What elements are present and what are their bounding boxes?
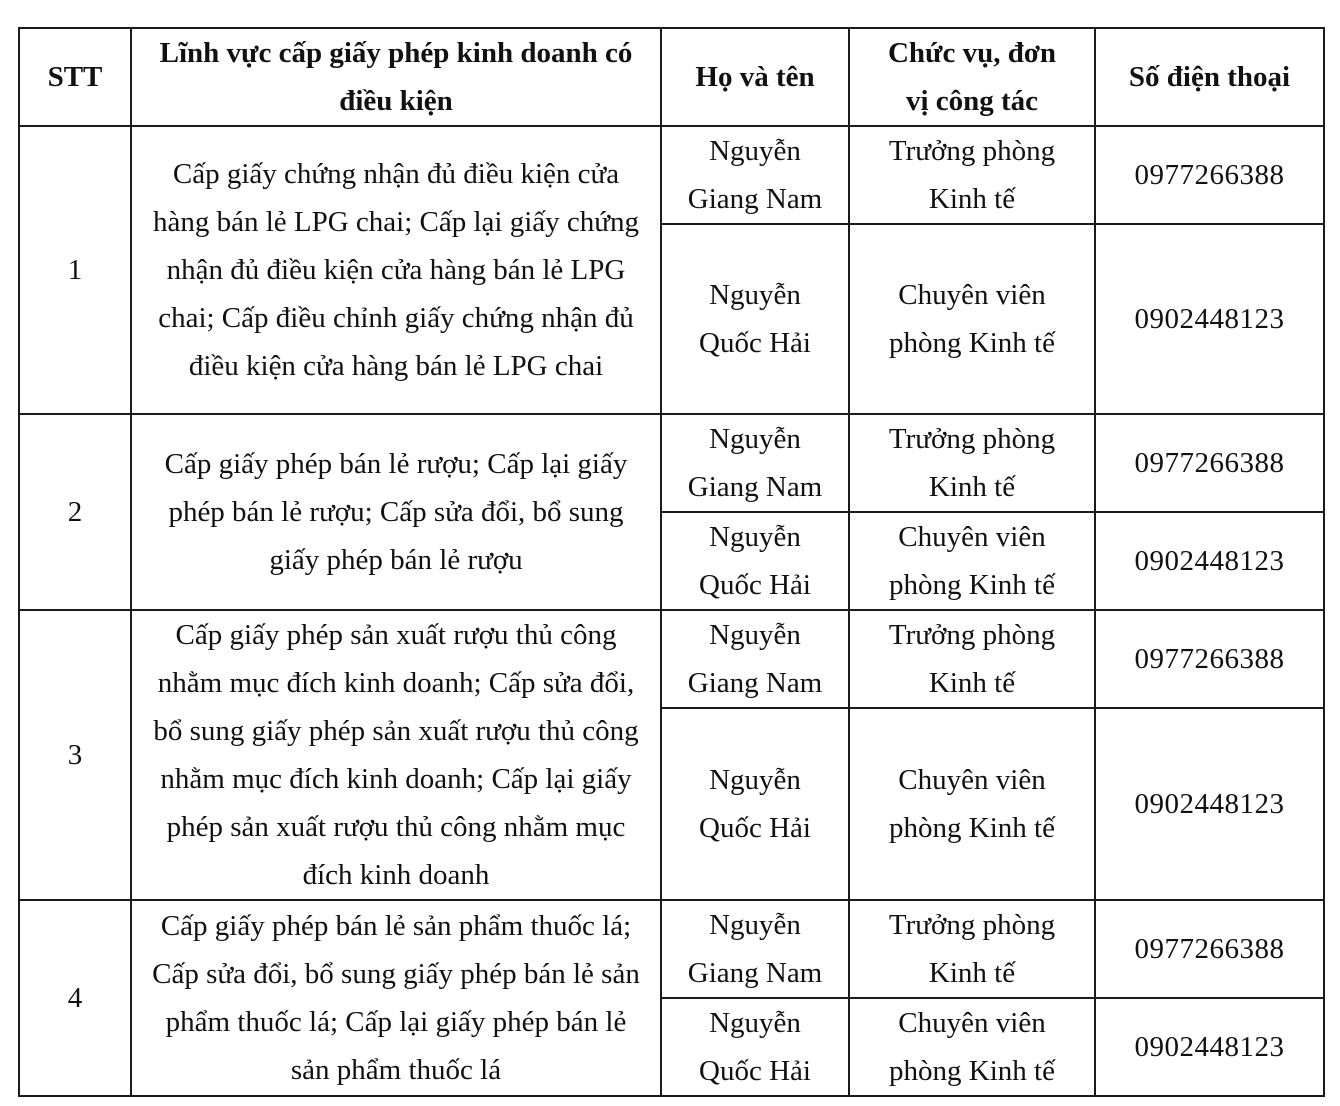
position-cell: Trưởng phòng Kinh tế xyxy=(849,900,1095,998)
phone-cell: 0902448123 xyxy=(1095,224,1324,414)
name-cell: Nguyễn Giang Nam xyxy=(661,610,849,708)
position-cell: Chuyên viên phòng Kinh tế xyxy=(849,512,1095,610)
name-cell: Nguyễn Quốc Hải xyxy=(661,708,849,900)
header-name: Họ và tên xyxy=(661,28,849,126)
field-cell xyxy=(131,900,661,1096)
position-cell: Trưởng phòng Kinh tế xyxy=(849,414,1095,512)
name-cell: Nguyễn Quốc Hải xyxy=(661,998,849,1096)
field-text: Cấp giấy phép bán lẻ rượu; Cấp lại giấy phép bán lẻ rượu; Cấp sửa đổi, bổ sung giấy phép bán lẻ rượu xyxy=(164,448,628,576)
table-row xyxy=(19,414,1324,512)
header-phone: Số điện thoại xyxy=(1095,28,1324,126)
field-text: Cấp giấy phép sản xuất rượu thủ công nhằm mục đích kinh doanh; Cấp sửa đổi, bổ sung giấy phép sản xuất rượu thủ công nhằm mục đích kinh doanh; Cấp lại giấy phép sản xuất rượu thủ công nhằm mục đích kinh doanh xyxy=(153,619,639,891)
phone-cell: 0902448123 xyxy=(1095,998,1324,1096)
position-cell: Chuyên viên phòng Kinh tế xyxy=(849,224,1095,414)
stt-cell: 4 xyxy=(19,900,131,1096)
phone-cell: 0902448123 xyxy=(1095,708,1324,900)
table-row xyxy=(19,900,1324,998)
name-cell: Nguyễn Giang Nam xyxy=(661,900,849,998)
phone-cell: 0902448123 xyxy=(1095,512,1324,610)
phone-cell: 0977266388 xyxy=(1095,900,1324,998)
phone-cell: 0977266388 xyxy=(1095,610,1324,708)
table-header-row xyxy=(19,28,1324,126)
stt-cell: 3 xyxy=(19,610,131,900)
contact-table xyxy=(18,27,1325,1097)
name-cell: Nguyễn Giang Nam xyxy=(661,414,849,512)
field-text: Cấp giấy phép bán lẻ sản phẩm thuốc lá; Cấp sửa đổi, bổ sung giấy phép bán lẻ sản phẩm thuốc lá; Cấp lại giấy phép bán lẻ sản phẩm thuốc lá xyxy=(152,910,640,1086)
header-position: Chức vụ, đơn vị công tác xyxy=(849,28,1095,126)
table-row xyxy=(19,610,1324,708)
field-text: Cấp giấy chứng nhận đủ điều kiện cửa hàng bán lẻ LPG chai; Cấp lại giấy chứng nhận đủ điều kiện cửa hàng bán lẻ LPG chai; Cấp điều chỉnh giấy chứng nhận đủ điều kiện cửa hàng bán lẻ LPG chai xyxy=(152,158,640,382)
position-cell: Chuyên viên phòng Kinh tế xyxy=(849,998,1095,1096)
position-cell: Trưởng phòng Kinh tế xyxy=(849,126,1095,224)
field-cell xyxy=(131,126,661,414)
phone-cell: 0977266388 xyxy=(1095,414,1324,512)
stt-cell: 1 xyxy=(19,126,131,414)
table-row xyxy=(19,126,1324,224)
header-stt: STT xyxy=(19,28,131,126)
field-cell xyxy=(131,414,661,610)
name-cell: Nguyễn Quốc Hải xyxy=(661,512,849,610)
header-field: Lĩnh vực cấp giấy phép kinh doanh có điều kiện xyxy=(131,28,661,126)
field-cell xyxy=(131,610,661,900)
stt-cell: 2 xyxy=(19,414,131,610)
position-cell: Trưởng phòng Kinh tế xyxy=(849,610,1095,708)
phone-cell: 0977266388 xyxy=(1095,126,1324,224)
name-cell: Nguyễn Quốc Hải xyxy=(661,224,849,414)
position-cell: Chuyên viên phòng Kinh tế xyxy=(849,708,1095,900)
name-cell: Nguyễn Giang Nam xyxy=(661,126,849,224)
